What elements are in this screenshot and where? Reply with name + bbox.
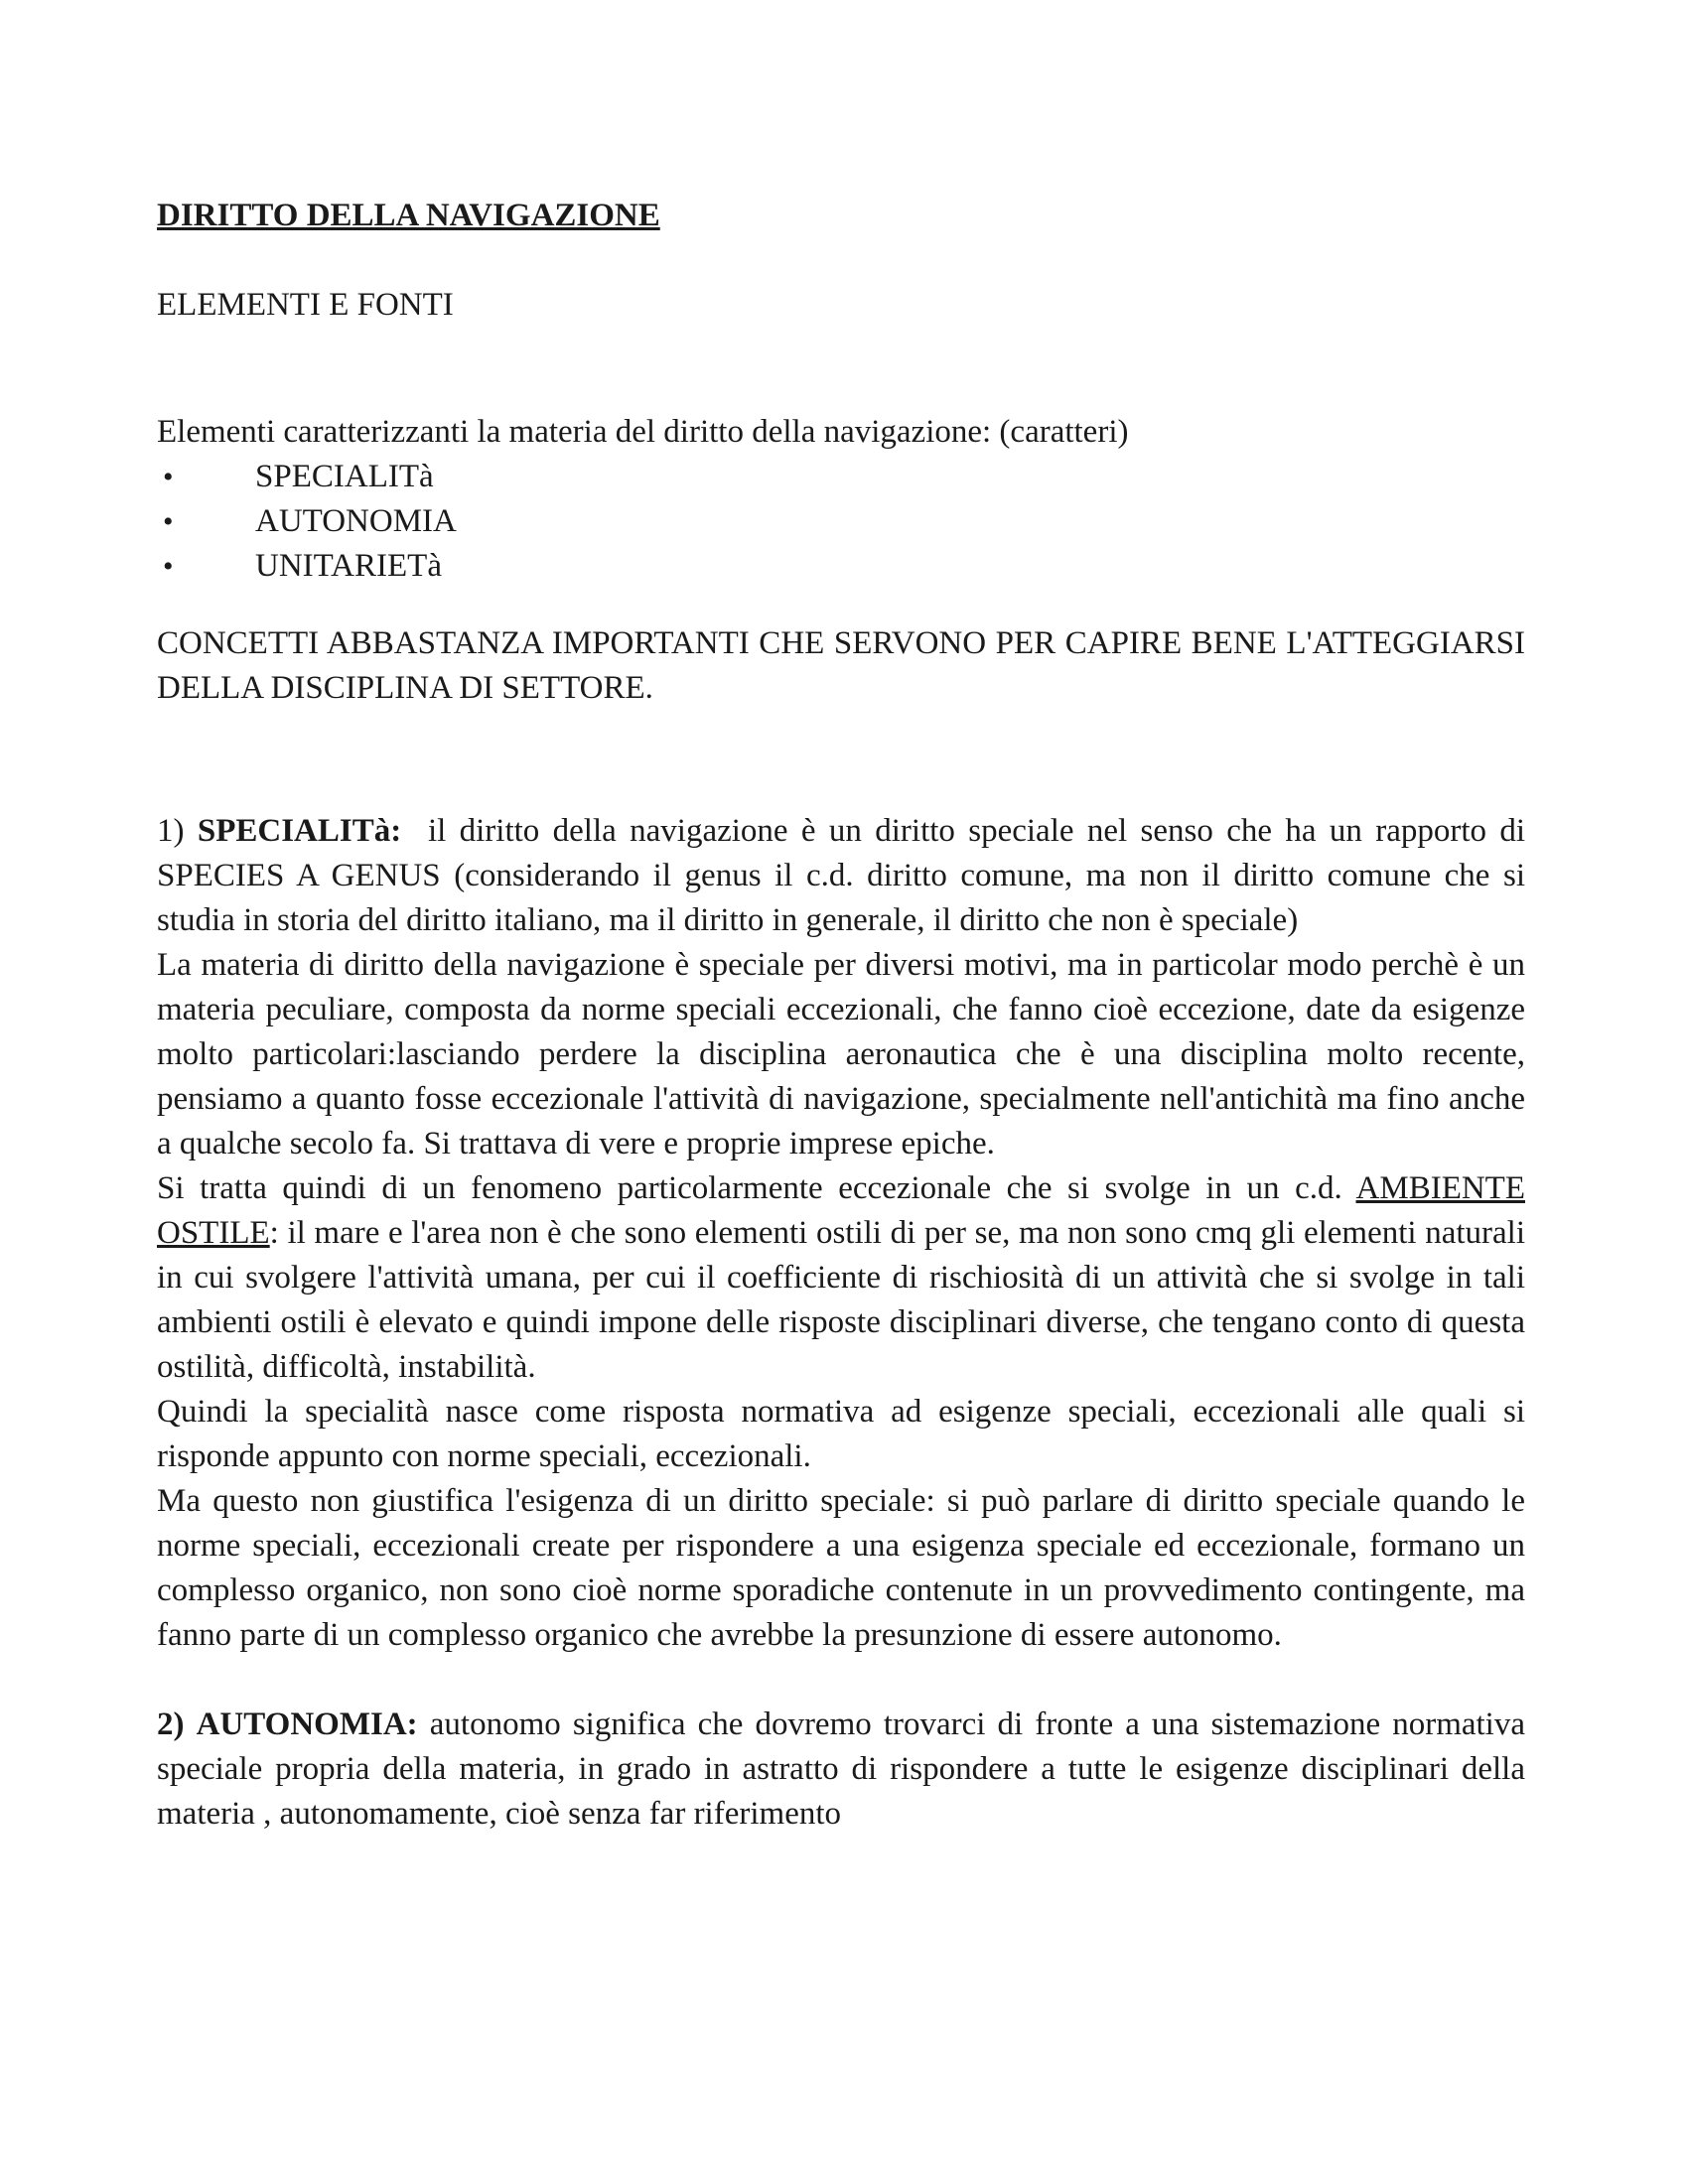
bullet-icon: • (163, 461, 174, 493)
document-subtitle: ELEMENTI E FONTI (157, 287, 454, 323)
concepts-paragraph: CONCETTI ABBASTANZA IMPORTANTI CHE SERVONO PER CAPIRE BENE L'ATTEGGIARSI DELLA DISCIPLINA DI SETTORE. (157, 625, 1525, 706)
section-autonomy (157, 1703, 1525, 1837)
section-heading-colon: : (390, 813, 402, 849)
list-item-label: AUTONOMIA (255, 503, 457, 539)
document-page (157, 194, 1525, 1837)
section-paragraph (157, 809, 1525, 943)
intro-line: Elementi caratterizzanti la materia del diritto della navigazione: (caratteri) (157, 414, 1129, 450)
section-paragraph (157, 1703, 1525, 1837)
section-text: : il mare e l'area non è che sono elementi ostili di per se, ma non sono cmq gli elementi naturali in cui svolgere l'attività umana, per cui il coefficiente di rischiosità di un attività che si svolge in tali ambienti ostili è elevato e quindi impone delle risposte disciplinari diverse, che tengano conto di questa ostilità, difficoltà, instabilità. (157, 1215, 1525, 1385)
characters-list (157, 455, 1525, 589)
list-item-label: UNITARIETà (255, 548, 442, 584)
document-title: DIRITTO DELLA NAVIGAZIONE (157, 198, 660, 233)
list-item (157, 544, 1525, 589)
section-heading: AUTONOMIA (196, 1706, 407, 1742)
list-item (157, 499, 1525, 544)
list-item-label: SPECIALITà (255, 459, 434, 494)
section-speciality (157, 809, 1525, 1658)
section-text: il diritto della navigazione è un diritto speciale nel senso che ha un rapporto di SPECIES A GENUS (considerando il genus il c.d. diritto comune, ma non il diritto comune che si studia in storia del diritto italiano, ma il diritto in generale, il diritto che non è speciale) (157, 813, 1526, 938)
underlined-term: AMBIENTE OSTILE (157, 1170, 1525, 1251)
section-number: 1) (157, 813, 185, 849)
section-text: autonomo significa che dovremo trovarci di fronte a una sistemazione normativa speciale propria della materia, in grado in astratto di rispondere a tutte le esigenze disciplinari della materia , autonomamente, cioè senza far riferimento (157, 1706, 1525, 1832)
section-paragraph: La materia di diritto della navigazione è speciale per diversi motivi, ma in particolar modo perchè è un materia peculiare, composta da norme speciali eccezionali, che fanno cioè eccezione, date da esigenze molto particolari:lasciando perdere la disciplina aeronautica che è una disciplina molto recente, pensiamo a quanto fosse eccezionale l'attività di navigazione, specialmente nell'antichità ma fino anche a qualche secolo fa. Si trattava di vere e proprie imprese epiche. (157, 947, 1525, 1161)
section-text: Si tratta quindi di un fenomeno particolarmente eccezionale che si svolge in un c.d. (157, 1170, 1342, 1206)
bullet-icon: • (163, 550, 174, 583)
list-item (157, 455, 1525, 499)
section-number: 2) (157, 1706, 185, 1742)
bullet-icon: • (163, 505, 174, 538)
section-paragraph: Ma questo non giustifica l'esigenza di un diritto speciale: si può parlare di diritto speciale quando le norme speciali, eccezionali create per rispondere a una esigenza speciale ed eccezionale, formano un complesso organico, non sono cioè norme sporadiche contenute in un provvedimento contingente, ma fanno parte di un complesso organico che avrebbe la presunzione di essere autonomo. (157, 1483, 1525, 1653)
section-heading-colon: : (406, 1706, 418, 1742)
section-paragraph (157, 1166, 1525, 1390)
section-paragraph: Quindi la specialità nasce come risposta normativa ad esigenze speciali, eccezionali alle quali si risponde appunto con norme speciali, eccezionali. (157, 1394, 1525, 1474)
section-heading: SPECIALITà (197, 813, 391, 849)
